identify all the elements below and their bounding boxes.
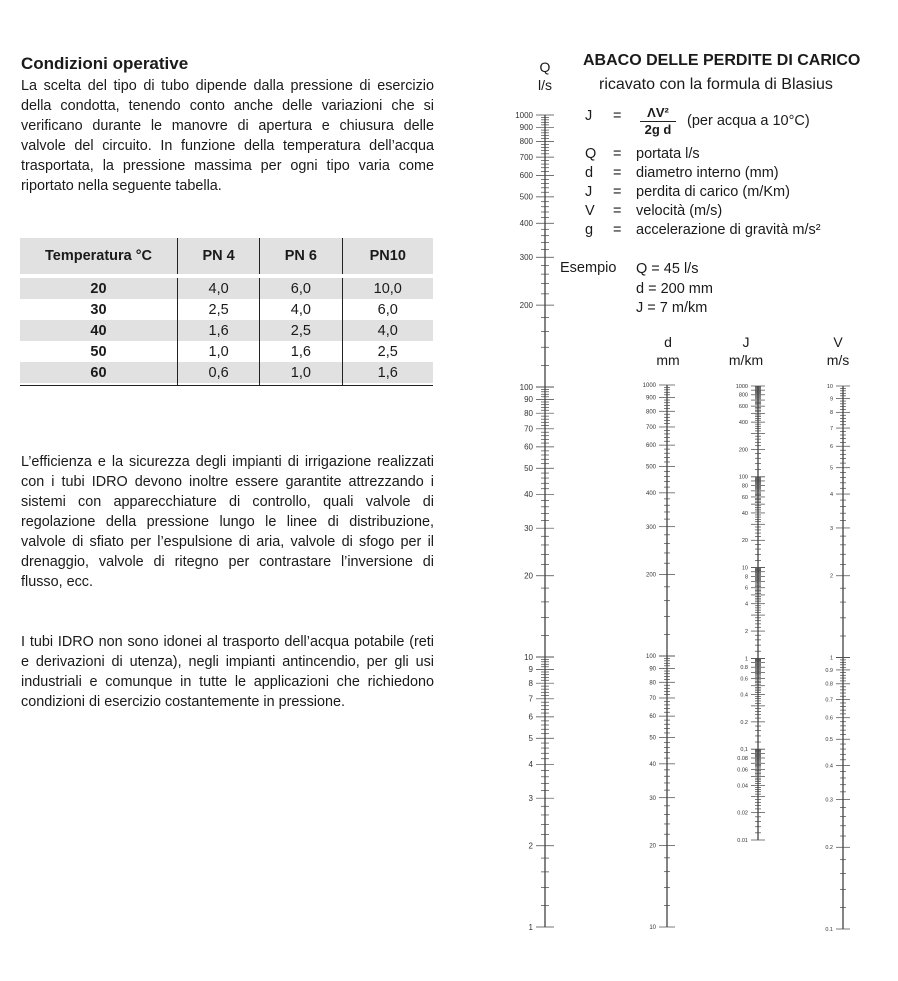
q_lower-tick-label: 4 — [528, 760, 533, 770]
q_lower-tick-label: 50 — [524, 464, 533, 474]
header-temperature: Temperatura °C — [20, 238, 178, 276]
q_lower-tick-label: 70 — [524, 424, 533, 434]
j-tick-label: 0.04 — [737, 783, 748, 790]
pn10-cell: 1,6 — [342, 362, 433, 383]
definition-item: d = diametro interno (mm) — [585, 165, 779, 181]
formula-denominator: 2g d — [644, 122, 672, 137]
pn6-cell: 6,0 — [260, 276, 342, 299]
j-tick-label: 80 — [741, 483, 748, 490]
q_upper-tick-label: 800 — [519, 137, 533, 147]
j-tick-label: 0.2 — [740, 719, 748, 726]
v-tick-label: 6 — [829, 444, 833, 451]
d-tick-label: 700 — [645, 425, 656, 432]
q_lower-tick-label: 30 — [524, 523, 533, 533]
q_upper-tick-label: 500 — [519, 192, 533, 202]
pn4-cell: 1,0 — [178, 341, 260, 362]
d-axis-header: d mm — [656, 334, 680, 368]
q_upper-tick-label: 1000 — [515, 110, 533, 120]
v-tick-label: 0.8 — [825, 681, 833, 688]
d-tick-label: 20 — [649, 843, 656, 850]
header-pn6: PN 6 — [260, 238, 342, 276]
pn4-cell: 4,0 — [178, 276, 260, 299]
q_upper-tick-label: 300 — [519, 253, 533, 263]
d-tick-label: 400 — [645, 490, 656, 497]
d-tick-label: 70 — [649, 696, 656, 703]
limitations-paragraph: I tubi IDRO non sono idonei al trasporto dell’acqua potabile (reti e derivazioni di utenza), negli impianti antincendio, per gli usi industriali e comunque in tutte le applicazioni che richiedono condizioni di esercizio costantemente in pressione. — [21, 634, 434, 710]
q_lower-tick-label: 60 — [524, 442, 533, 452]
pn4-cell: 1,6 — [178, 320, 260, 341]
j-tick-label: 600 — [738, 404, 748, 411]
d-tick-label: 900 — [645, 395, 656, 402]
example-line: J = 7 m/km — [636, 300, 708, 316]
v-tick-label: 4 — [829, 491, 833, 498]
v-tick-label: 0.9 — [825, 667, 833, 674]
q_lower-tick-label: 80 — [524, 408, 533, 418]
example-line: d = 200 mm — [636, 280, 713, 297]
q-axis-name: Q — [539, 59, 551, 75]
q_lower-tick-label: 40 — [524, 490, 533, 500]
j-tick-label: 10 — [741, 565, 748, 572]
d-tick-label: 30 — [649, 795, 656, 802]
j-tick-label: 6 — [744, 585, 748, 592]
example-label: Esempio — [560, 260, 617, 276]
formula-numerator: ΛV² — [640, 105, 676, 122]
pn6-cell: 4,0 — [260, 299, 342, 320]
j-tick-label: 2 — [744, 628, 748, 635]
v-tick-label: 0.1 — [825, 926, 833, 933]
pn4-cell: 2,5 — [178, 299, 260, 320]
d-tick-label: 200 — [645, 572, 656, 579]
j-tick-label: 0,1 — [740, 747, 748, 754]
d-tick-label: 600 — [645, 443, 656, 450]
j-tick-label: 0.01 — [737, 837, 748, 844]
q_lower-tick-label: 3 — [528, 793, 533, 803]
v-tick-label: 2 — [829, 573, 833, 580]
d-tick-label: 10 — [649, 925, 656, 932]
j-tick-label: 0.08 — [737, 755, 748, 762]
header-pn10: PN10 — [342, 238, 433, 276]
d-tick-label: 40 — [649, 761, 656, 768]
d-tick-label: 300 — [645, 524, 656, 531]
q_lower-tick-label: 8 — [528, 678, 533, 688]
q_upper-tick-label: 700 — [519, 152, 533, 162]
j-tick-label: 800 — [738, 392, 748, 399]
q_lower-tick-label: 9 — [528, 665, 533, 675]
pn10-cell: 2,5 — [342, 341, 433, 362]
q_lower-tick-label: 10 — [524, 652, 533, 662]
pn6-cell: 2,5 — [260, 320, 342, 341]
abaco-title: ABACO DELLE PERDITE DI CARICO — [583, 52, 861, 69]
definition-item: g = accelerazione di gravità m/s² — [585, 222, 821, 238]
d-tick-label: 50 — [649, 735, 656, 742]
intro-paragraph: La scelta del tipo di tubo dipende dalla pressione di esercizio della condotta, tenendo conto anche delle variazioni che si verificano durante le manovre di apertura e chiusura delle valvole del circuito. In funzione della temperatura dell’acqua trasportata, la pressione massima per ogni tipo varia come riportato nella seguente tabella. — [21, 78, 434, 194]
v-tick-label: 0.2 — [825, 845, 833, 852]
q_lower-tick-label: 7 — [528, 694, 533, 704]
j-tick-label: 1 — [744, 656, 748, 663]
formula-eq: = — [613, 108, 622, 124]
v-tick-label: 3 — [829, 525, 833, 532]
q_upper-tick-label: 900 — [519, 123, 533, 133]
j-tick-label: 400 — [738, 420, 748, 427]
j-axis-header: J m/km — [728, 334, 764, 368]
temperature-cell: 50 — [90, 343, 107, 360]
definition-item: J = perdita di carico (m/Km) — [585, 184, 790, 200]
v-tick-label: 5 — [829, 465, 833, 472]
j-tick-label: 20 — [741, 538, 748, 545]
q_lower-tick-label: 20 — [524, 571, 533, 581]
d-tick-label: 500 — [645, 464, 656, 471]
v-tick-label: 1 — [829, 655, 833, 662]
pn6-cell: 1,6 — [260, 341, 342, 362]
temperature-cell: 40 — [20, 320, 178, 341]
j-tick-label: 0.02 — [737, 810, 748, 817]
v-tick-label: 7 — [829, 425, 833, 432]
v-tick-label: 0.4 — [825, 763, 833, 770]
definition-item: V = velocità (m/s) — [585, 203, 723, 219]
pn6-cell: 1,0 — [260, 362, 342, 383]
q_lower-tick-label: 1 — [528, 922, 533, 932]
d-tick-label: 100 — [645, 654, 656, 661]
v-tick-label: 0.5 — [825, 737, 833, 744]
q-axis-unit: l/s — [538, 77, 552, 93]
v-tick-label: 9 — [829, 396, 833, 403]
v-tick-label: 0.6 — [825, 715, 833, 722]
v-tick-label: 10 — [826, 383, 833, 390]
pn10-cell: 4,0 — [342, 320, 433, 341]
pn10-cell: 10,0 — [342, 276, 433, 299]
definition-item: Q = portata l/s — [585, 146, 700, 162]
d-tick-label: 1000 — [642, 383, 656, 390]
d-tick-label: 90 — [649, 666, 656, 673]
v-axis-header: V m/s — [826, 334, 850, 368]
q_upper-tick-label: 200 — [519, 300, 533, 310]
q_lower-tick-label: 90 — [524, 395, 533, 405]
d-tick-label: 60 — [649, 714, 656, 721]
q_lower-tick-label: 5 — [528, 734, 533, 744]
j-tick-label: 0.06 — [737, 767, 748, 774]
v-tick-label: 0.7 — [825, 697, 833, 704]
q_upper-tick-label: 400 — [519, 219, 533, 229]
formula-note: (per acqua a 10°C) — [687, 113, 810, 129]
q_lower-tick-label: 6 — [528, 712, 533, 722]
v-tick-label: 0.3 — [825, 797, 833, 804]
section-heading: Condizioni operative — [21, 54, 189, 73]
j-tick-label: 60 — [741, 494, 748, 501]
d-tick-label: 800 — [645, 409, 656, 416]
pn4-cell: 0,6 — [178, 362, 260, 383]
q_upper-tick-label: 600 — [519, 171, 533, 181]
j-tick-label: 100 — [738, 474, 748, 481]
j-tick-label: 40 — [741, 510, 748, 517]
pn10-cell: 6,0 — [342, 299, 433, 320]
j-tick-label: 4 — [744, 601, 748, 608]
temperature-cell: 30 — [90, 301, 107, 318]
d-tick-label: 80 — [649, 680, 656, 687]
j-tick-label: 200 — [738, 447, 748, 454]
efficiency-paragraph: L’efficienza e la sicurezza degli impianti di irrigazione realizzati con i tubi IDRO devono inoltre essere garantite attrezzando i sistemi con apparecchiature di controllo, quali valvole di regolazione della pressione lungo le linee di distribuzione, valvole di sfiato per l’espulsione di aria, valvole di sfogo per il drenaggio, valvole di ritegno per contrastare l’inversione di flusso, ecc. — [21, 454, 434, 590]
abaco-subtitle: ricavato con la formula di Blasius — [599, 76, 833, 93]
formula-lhs: J — [585, 108, 593, 124]
j-tick-label: 0.8 — [740, 665, 748, 672]
v-tick-label: 8 — [829, 410, 833, 417]
temperature-cell: 60 — [20, 362, 178, 383]
j-tick-label: 1000 — [735, 383, 748, 390]
j-tick-label: 8 — [744, 574, 748, 581]
header-pn4: PN 4 — [178, 238, 260, 276]
j-tick-label: 0.4 — [740, 692, 748, 699]
q_lower-tick-label: 100 — [519, 382, 533, 392]
temperature-cell: 20 — [20, 276, 178, 299]
q_lower-tick-label: 2 — [528, 841, 533, 851]
example-line: Q = 45 l/s — [636, 261, 699, 277]
j-tick-label: 0.6 — [740, 676, 748, 683]
